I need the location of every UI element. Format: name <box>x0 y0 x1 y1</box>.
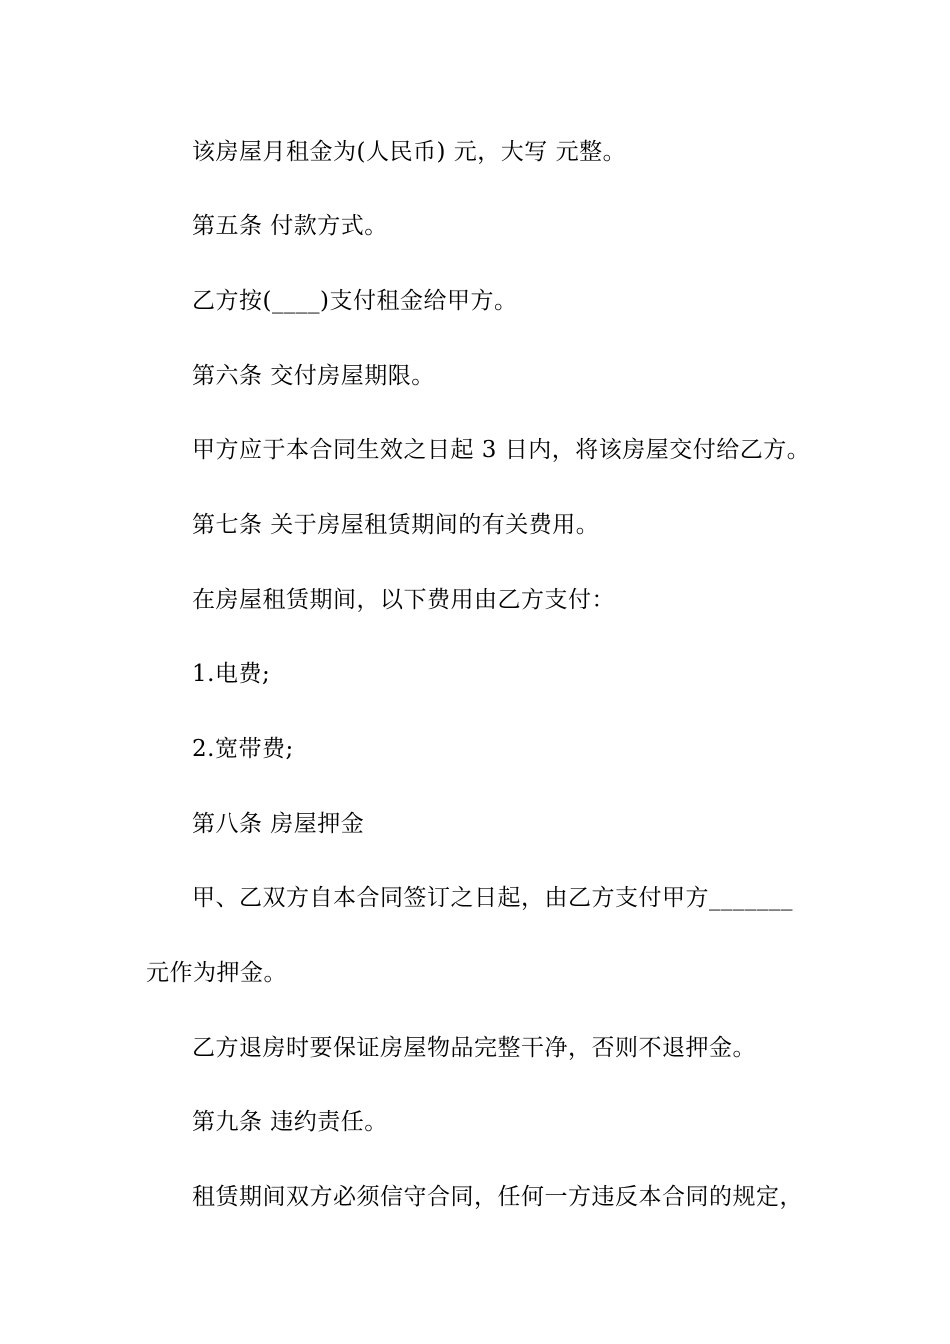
fee-item-broadband: 2.宽带费; <box>192 736 294 762</box>
article-8-heading: 第八条 房屋押金 <box>192 811 365 837</box>
rent-amount-paragraph: 该房屋月租金为(人民币) 元，大写 元整。 <box>192 139 627 165</box>
fee-item-electricity: 1.电费; <box>192 661 271 687</box>
deposit-paragraph-line-2: 元作为押金。 <box>146 960 287 986</box>
breach-paragraph: 租赁期间双方必须信守合同，任何一方违反本合同的规定， <box>192 1184 803 1210</box>
article-9-heading: 第九条 违约责任。 <box>192 1109 388 1135</box>
deposit-paragraph-line-1: 甲、乙双方自本合同签订之日起，由乙方支付甲方_______ <box>192 885 793 911</box>
article-6-heading: 第六条 交付房屋期限。 <box>192 363 435 389</box>
payment-method-paragraph: 乙方按(____)支付租金给甲方。 <box>192 288 518 314</box>
article-7-heading: 第七条 关于房屋租赁期间的有关费用。 <box>192 512 600 538</box>
delivery-deadline-paragraph: 甲方应于本合同生效之日起 3 日内，将该房屋交付给乙方。 <box>192 437 811 463</box>
deposit-refund-paragraph: 乙方退房时要保证房屋物品完整干净，否则不退押金。 <box>192 1035 756 1061</box>
tenant-fees-paragraph: 在房屋租赁期间，以下费用由乙方支付： <box>192 587 615 613</box>
article-5-heading: 第五条 付款方式。 <box>192 213 388 239</box>
